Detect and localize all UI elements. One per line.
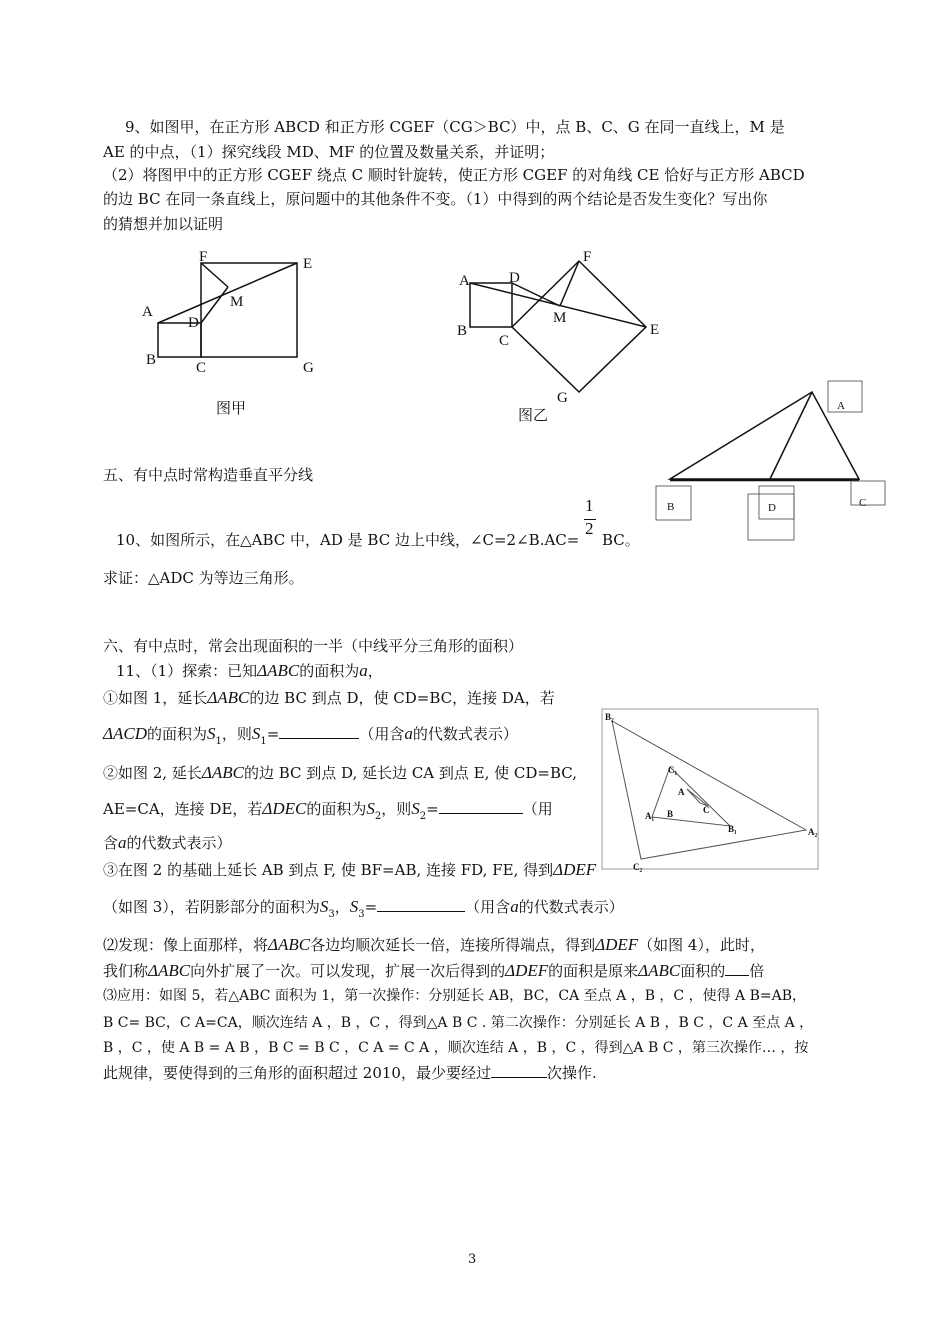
d-text4: 我们称 xyxy=(103,962,149,980)
item2-text3: AE=CA，连接 DE，若 xyxy=(103,800,263,818)
sub-1: 1 xyxy=(215,736,222,747)
fig5-label-b: B xyxy=(667,809,674,819)
d-text2: 各边均顺次延长一倍，连接所得端点，得到 xyxy=(310,936,596,954)
d-text8: 倍 xyxy=(749,962,765,980)
fig10-label-d: D xyxy=(768,502,776,514)
item1-text4: ，则 xyxy=(221,725,252,743)
item2-text: ②如图 2, 延长 xyxy=(103,764,202,782)
p10-prove: 求证：△ADC 为等边三角形。 xyxy=(103,569,304,587)
triangle-abc: ΔABC xyxy=(638,961,681,980)
triangle-abc: ΔABC xyxy=(207,688,250,707)
yi-label-e: E xyxy=(650,322,660,338)
item2-text4: 的面积为 xyxy=(306,800,367,818)
yi-label-b: B xyxy=(457,323,468,339)
item1-text2: 的边 BC 到点 D，使 CD=BC，连接 DA，若 xyxy=(249,689,555,707)
fig10-label-b: B xyxy=(667,501,675,513)
figure-jia-caption: 图甲 xyxy=(216,399,247,417)
item3-text2: （如图 3），若阴影部分的面积为 xyxy=(103,898,320,916)
yi-label-g: G xyxy=(557,390,568,406)
item3-text4: （用含 xyxy=(465,898,511,916)
fig10-label-a: A xyxy=(837,400,845,412)
item2-text5: ，则 xyxy=(381,800,412,818)
yi-label-m: M xyxy=(553,310,567,326)
app-line4 xyxy=(103,1062,597,1084)
item2-text7: 含 xyxy=(103,834,119,852)
q11-explore-comma: ， xyxy=(367,662,383,680)
var-s: S xyxy=(349,897,359,916)
item2-text8: 的代数式表示） xyxy=(126,834,232,852)
answer-blank-5[interactable] xyxy=(491,1063,547,1078)
d-text3: （如图 4），此时， xyxy=(638,936,765,954)
triangle-dec: ΔDEC xyxy=(262,799,307,818)
item1-text6: 的代数式表示） xyxy=(412,725,518,743)
var-a: a xyxy=(510,897,519,916)
app-line2: B C= BC，C A=CA，顺次连结 A ，B ，C ，得到△A B C . 第二次操作：分别延长 A B ，B C ，C A 至点 A ， xyxy=(103,1015,814,1031)
section5-title: 五、有中点时常构造垂直平分线 xyxy=(103,466,314,484)
fig5-label-c1: C₁ xyxy=(668,765,678,775)
item3-text5: 的代数式表示） xyxy=(518,898,624,916)
var-s: S xyxy=(366,799,375,818)
triangle-abc: ΔABC xyxy=(257,661,300,680)
p9-line5: 的猜想并加以证明 xyxy=(103,215,224,233)
p9-line4: 的边 BC 在同一条直线上，原问题中的其他条件不变。（1）中得到的两个结论是否发生变化？写出你 xyxy=(103,190,768,208)
yi-label-a: A xyxy=(459,273,470,289)
q11-explore-text2: 的面积为 xyxy=(299,662,360,680)
yi-label-c: C xyxy=(499,333,510,349)
discovery-line2 xyxy=(103,960,764,982)
q11-explore-text: 11、（1）探索：已知 xyxy=(116,662,258,680)
d-text5: 向外扩展了一次。可以发现，扩展一次后得到的 xyxy=(190,962,506,980)
jia-label-g: G xyxy=(303,360,314,376)
triangle-def: ΔDEF xyxy=(553,860,597,879)
var-a: a xyxy=(359,661,368,680)
sub-2: 2 xyxy=(374,811,382,822)
fig5-label-a: A xyxy=(678,787,685,797)
fig5-label-c2: C₂ xyxy=(633,862,643,872)
item2-eq: = xyxy=(426,800,439,818)
jia-label-e: E xyxy=(303,256,313,272)
p9-line2: AE 的中点，（1）探究线段 MD、MF 的位置及数量关系，并证明； xyxy=(103,143,555,161)
triangle-abc: ΔABC xyxy=(148,961,191,980)
jia-label-m: M xyxy=(230,294,244,310)
fraction-numerator: 1 xyxy=(585,496,594,515)
var-s: S xyxy=(207,724,216,743)
fig5-label-b1: B₁ xyxy=(728,824,737,834)
app-line1: ⑶应用：如图 5，若△ABC 面积为 1，第一次操作：分别延长 AB，BC，CA 至点 A ，B ，C ，使得 A B=AB， xyxy=(103,988,807,1004)
fig5-label-c: C xyxy=(703,805,710,815)
fraction-denominator: 2 xyxy=(585,519,594,538)
var-s: S xyxy=(319,897,329,916)
triangle-def: ΔDEF xyxy=(595,935,639,954)
triangle-acd: ΔACD xyxy=(103,724,147,743)
item2-text2: 的边 BC 到点 D, 延长边 CA 到点 E, 使 CD=BC, xyxy=(243,764,578,782)
jia-label-d: D xyxy=(188,315,199,331)
yi-label-d: D xyxy=(509,270,520,286)
fig5-label-a1: A₁ xyxy=(645,811,655,821)
yi-label-f: F xyxy=(583,249,592,265)
p10-text: 10、如图所示，在△ABC 中，AD 是 BC 边上中线，∠C=2∠B.AC= xyxy=(116,531,580,549)
item3-eq: = xyxy=(364,898,378,916)
d-text1: ⑵发现：像上面那样，将 xyxy=(103,936,269,954)
fig5-label-a2: A₂ xyxy=(808,827,818,837)
sub-3: 3 xyxy=(358,909,365,920)
item3-text: ③在图 2 的基础上延长 AB 到点 F, 使 BF=AB, 连接 FD, FE, 得到 xyxy=(103,861,554,879)
app-line3: B ，C ，使 A B = A B ，B C = B C ，C A = C A ，顺次连结 A ，B ，C ，得到△A B C ，第三次操作… ，按 xyxy=(103,1040,809,1056)
discovery-line1 xyxy=(103,934,765,956)
page-number: 3 xyxy=(468,1252,477,1267)
app-text4: 此规律，要使得到的三角形的面积超过 2010，最少要经过 xyxy=(103,1064,491,1082)
d-text7: 面积的 xyxy=(680,962,726,980)
jia-label-f: F xyxy=(199,249,208,265)
section6-title: 六、有中点时，常会出现面积的一半（中线平分三角形的面积） xyxy=(103,637,524,655)
item2-text6: （用 xyxy=(522,800,553,818)
triangle-abc: ΔABC xyxy=(268,935,311,954)
var-a: a xyxy=(404,724,413,743)
item1-text5: （用含 xyxy=(359,725,405,743)
sub-1: 1 xyxy=(260,736,267,747)
app-text5: 次操作. xyxy=(546,1064,597,1082)
d-text6: 的面积是原来 xyxy=(548,962,639,980)
p10-text-end: BC。 xyxy=(602,531,640,549)
sub-3: 3 xyxy=(328,909,335,920)
figure-yi-caption: 图乙 xyxy=(518,406,549,424)
answer-blank-4[interactable] xyxy=(725,961,749,976)
triangle-abc: ΔABC xyxy=(201,763,244,782)
item1-text3: 的面积为 xyxy=(146,725,207,743)
var-a: a xyxy=(118,833,127,852)
jia-label-c: C xyxy=(196,360,207,376)
fig5-label-b2: B₂ xyxy=(605,712,614,722)
fig10-label-c: C xyxy=(859,497,867,509)
p9-line1: 9、如图甲，在正方形 ABCD 和正方形 CGEF（CG＞BC）中，点 B、C、G 在同一直线上，M 是 xyxy=(125,118,785,136)
sub-2: 2 xyxy=(419,811,427,822)
triangle-def: ΔDEF xyxy=(505,961,549,980)
item3-text3: ， xyxy=(334,898,350,916)
item1-text: ①如图 1，延长 xyxy=(103,689,208,707)
var-s: S xyxy=(251,724,261,743)
var-s: S xyxy=(411,799,420,818)
jia-label-a: A xyxy=(142,304,153,320)
jia-label-b: B xyxy=(146,352,157,368)
item1-eq: = xyxy=(266,725,280,743)
p9-line3: （2）将图甲中的正方形 CGEF 绕点 C 顺时针旋转，使正方形 CGEF 的对角线 CE 恰好与正方形 ABCD xyxy=(103,166,805,184)
